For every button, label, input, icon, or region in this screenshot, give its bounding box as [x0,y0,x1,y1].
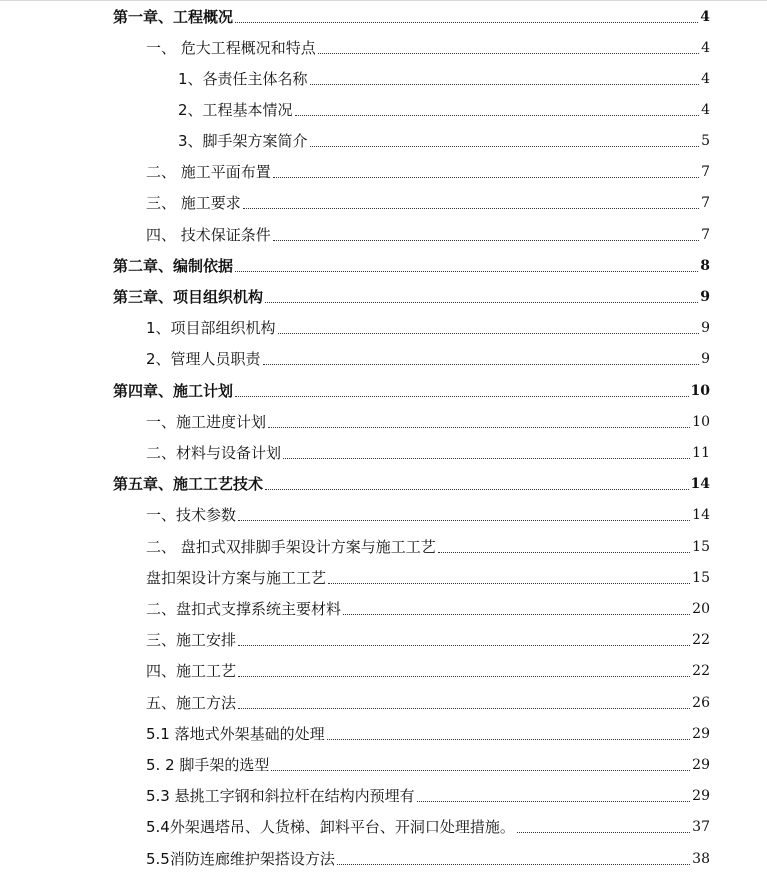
toc-entry[interactable] [146,535,710,557]
toc-entry-page: 9 [701,351,710,367]
toc-entry-page: 26 [692,695,710,711]
toc-entry-title: 五、施工方法 [146,694,237,712]
toc-entry-page: 9 [701,320,710,336]
toc-entry-page: 37 [692,819,710,835]
toc-entry-title: 一、施工进度计划 [146,413,267,431]
toc-entry-title: 二、材料与设备计划 [146,444,282,462]
toc-entry-page: 29 [692,726,710,742]
dot-leader [278,332,700,334]
toc-entry-page: 10 [690,383,710,399]
toc-entry-page: 8 [700,258,710,274]
dot-leader [417,800,691,802]
toc-entry-title: 1、各责任主体名称 [178,70,308,88]
toc-entry-title: 2、工程基本情况 [178,101,293,119]
toc-entry-page: 14 [692,507,710,523]
toc-entry[interactable] [146,441,710,463]
dot-leader [235,21,698,23]
toc-entry[interactable] [146,815,710,837]
dot-leader [327,738,691,740]
toc-entry-page: 14 [690,476,710,492]
toc-entry[interactable] [146,160,710,182]
toc-entry[interactable] [146,347,710,369]
toc-entry-chapter-2[interactable] [113,254,710,276]
toc-entry[interactable] [146,36,710,58]
toc-entry[interactable] [146,753,710,775]
toc-entry[interactable] [146,628,710,650]
toc-entry-page: 7 [701,195,710,211]
toc-entry-title: 三、 施工要求 [146,194,241,212]
toc-entry-title: 5.5消防连廊维护架搭设方法 [146,850,335,868]
toc-entry[interactable] [146,659,710,681]
toc-entry-page: 10 [692,414,710,430]
toc-entry[interactable] [146,847,710,869]
dot-leader [310,83,700,85]
toc-entry-title: 二、 盘扣式双排脚手架设计方案与施工工艺 [146,538,436,556]
toc-entry-page: 7 [701,227,710,243]
toc-entry-chapter-5[interactable] [113,472,710,494]
toc-entry-title: 第一章、工程概况 [113,8,234,26]
toc-entry-title: 第二章、编制依据 [113,257,234,275]
toc-entry-page: 15 [692,539,710,555]
toc-entry-title: 一、 危大工程概况和特点 [146,39,316,57]
toc-entry-title: 一、技术参数 [146,506,237,524]
toc-entry[interactable] [178,129,710,151]
toc-entry-page: 9 [700,289,710,305]
toc-entry-page: 4 [701,40,710,56]
dot-leader [238,644,690,646]
toc-entry-page: 4 [701,71,710,87]
toc-entry-page: 15 [692,570,710,586]
dot-leader [337,863,690,865]
dot-leader [265,488,689,490]
toc-entry-page: 38 [692,851,710,867]
toc-entry-title: 盘扣架设计方案与施工工艺 [146,569,327,587]
toc-entry-page: 4 [701,102,710,118]
toc-entry-page: 22 [692,663,710,679]
toc-entry-page: 4 [700,9,710,25]
toc-entry-title: 5.1 落地式外架基础的处理 [146,725,325,743]
toc-entry-page: 22 [692,632,710,648]
dot-leader [283,457,690,459]
toc-entry-title: 第五章、施工工艺技术 [113,475,264,493]
toc-entry-title: 二、盘扣式支撑系统主要材料 [146,600,342,618]
toc-entry-page: 29 [692,788,710,804]
toc-entry[interactable] [146,691,710,713]
toc-entry-chapter-3[interactable] [113,285,710,307]
dot-leader [273,176,699,178]
toc-entry[interactable] [178,98,710,120]
dot-leader [238,519,690,521]
toc-entry-page: 20 [692,601,710,617]
toc-entry-page: 5 [701,133,710,149]
toc-entry-title: 三、施工安排 [146,631,237,649]
toc-entry[interactable] [146,503,710,525]
toc-entry[interactable] [146,223,710,245]
dot-leader [268,426,690,428]
dot-leader [438,551,690,553]
toc-entry-title: 5. 2 脚手架的选型 [146,756,270,774]
dot-leader [238,707,690,709]
toc-entry-chapter-1[interactable] [113,5,710,27]
toc-entry[interactable] [146,566,710,588]
toc-entry-page: 29 [692,757,710,773]
toc-entry-title: 第三章、项目组织机构 [113,288,264,306]
toc-entry-page: 11 [692,445,710,461]
dot-leader [310,145,700,147]
toc-entry-title: 2、管理人员职责 [146,350,261,368]
toc-entry-title: 1、项目部组织机构 [146,319,276,337]
toc-entry[interactable] [146,784,710,806]
toc-entry[interactable] [146,191,710,213]
toc-entry-title: 3、脚手架方案简介 [178,132,308,150]
dot-leader [235,270,698,272]
dot-leader [235,395,689,397]
dot-leader [263,363,700,365]
toc-entry[interactable] [146,410,710,432]
toc-entry-title: 四、 技术保证条件 [146,226,271,244]
toc-entry[interactable] [178,67,710,89]
toc-entry[interactable] [146,722,710,744]
toc-entry-title: 四、施工工艺 [146,662,237,680]
dot-leader [238,675,690,677]
dot-leader [318,52,699,54]
dot-leader [271,769,690,771]
dot-leader [295,114,700,116]
dot-leader [273,239,699,241]
toc-entry-title: 5.4外架遇塔吊、人货梯、卸料平台、开洞口处理措施。 [146,818,515,836]
toc-entry-title: 二、 施工平面布置 [146,163,271,181]
toc-entry[interactable] [146,597,710,619]
dot-leader [243,207,699,209]
dot-leader [343,613,690,615]
toc-entry[interactable] [146,316,710,338]
toc-entry-page: 7 [701,164,710,180]
toc-entry-title: 第四章、施工计划 [113,382,234,400]
toc-entry-chapter-4[interactable] [113,379,710,401]
toc-entry-title: 5.3 悬挑工字钢和斜拉杆在结构内预埋有 [146,787,415,805]
dot-leader [265,301,698,303]
dot-leader [328,582,690,584]
dot-leader [517,831,690,833]
